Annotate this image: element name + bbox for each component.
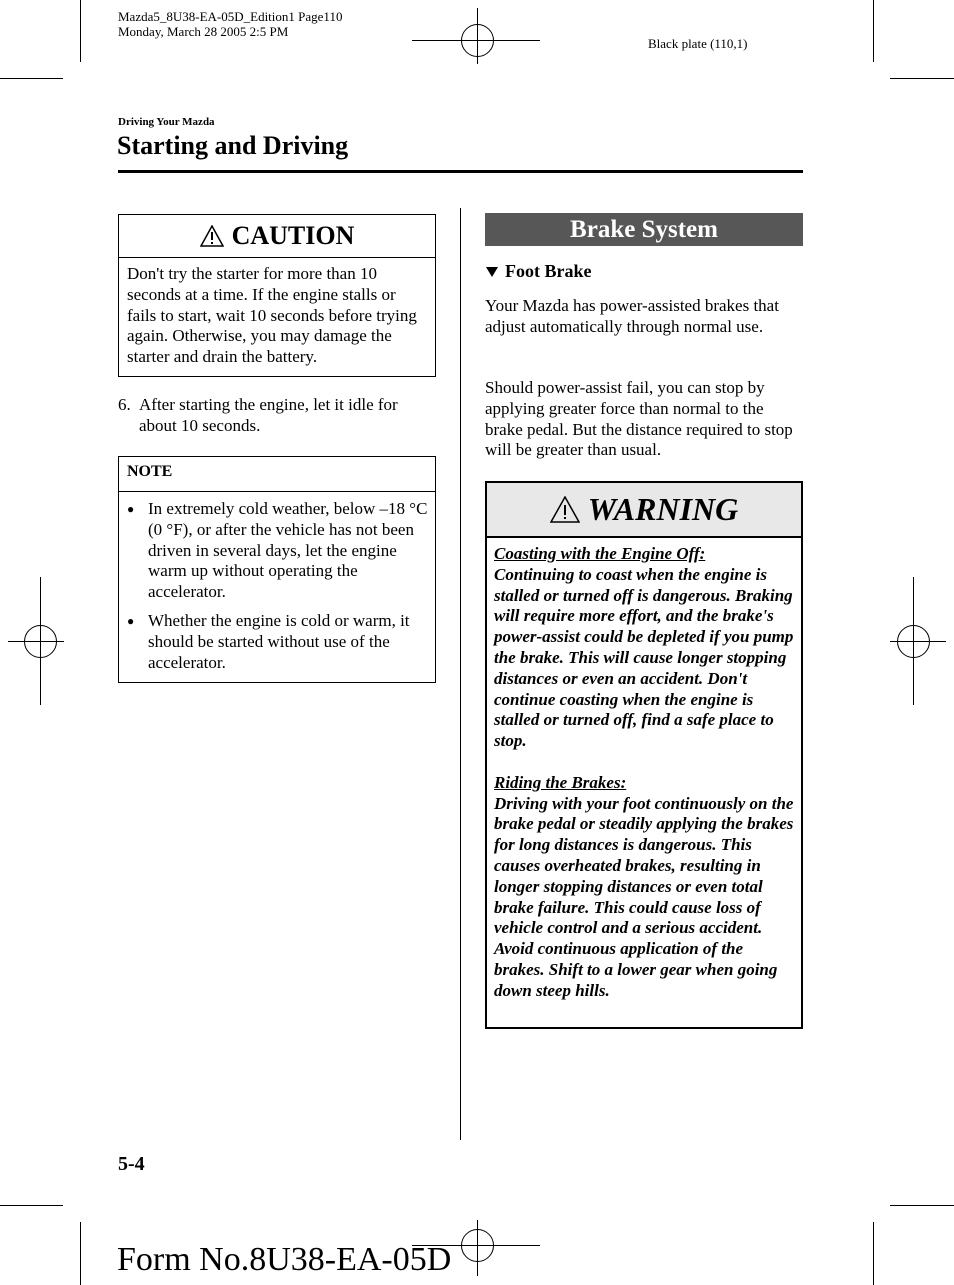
warning-section-text: Continuing to coast when the engine is stalled or turned off is dangerous. Braking will require more effort, and the brake's power-assist could be depleted if you pump the brake. This will cause longer stopping distances or even an accident. Don't continue coasting when the engine is stalled or turned off, find a safe place to stop. [494,564,794,751]
down-triangle-icon [485,266,499,278]
brake-system-banner: Brake System [485,213,803,246]
section-label: Driving Your Mazda [118,116,215,128]
warning-title-bar [487,483,801,538]
brake-paragraph-1: Your Mazda has power-assisted brakes that adjust automatically through normal use. [485,296,779,336]
crop-mark [80,1222,81,1285]
crop-mark [890,1205,954,1206]
warning-section-heading: Coasting with the Engine Off: [494,544,706,563]
note-item [119,499,429,603]
crop-mark [0,78,63,79]
warning-body [487,538,801,1002]
header-rule [118,170,803,173]
step-text: After starting the engine, let it idle for about 10 seconds. [139,395,398,435]
step-6 [118,395,436,437]
foot-brake-heading [485,261,591,282]
print-meta-line1: Mazda5_8U38-EA-05D_Edition1 Page110 [118,9,343,24]
crop-mark [890,78,954,79]
warning-title: WARNING [587,491,739,527]
note-box [118,456,436,683]
black-plate-label: Black plate (110,1) [648,36,748,51]
caution-triangle-icon [200,225,224,247]
step-number: 6. [118,395,131,414]
caution-title: CAUTION [231,221,355,250]
warning-section-text: Driving with your foot continuously on the brake pedal or steadily applying the brakes for long distances is dangerous. This causes overheated brakes, resulting in longer stopping distances or even total brake failure. This could cause loss of vehicle control and a serious accident. Avoid continuous application of the brakes. Shift to a lower gear when going down steep hills. [494,793,794,1000]
registration-circle [461,1229,494,1262]
note-item-text: In extremely cold weather, below –18 °C (0 °F), or after the vehicle has not been driven in several days, let the engine warm up without operating the accelerator. [148,499,428,602]
crop-mark [873,0,874,62]
crop-mark [80,0,81,62]
note-item [119,611,429,673]
registration-circle [461,24,494,57]
note-list [119,492,435,673]
registration-circle [24,625,57,658]
crop-mark [873,1222,874,1285]
print-meta-line2: Monday, March 28 2005 2:5 PM [118,24,289,39]
bullet-icon: ● [127,502,135,516]
note-item-text: Whether the engine is cold or warm, it should be started without use of the accelerator. [148,610,410,672]
caution-title-bar [119,215,435,258]
page-number: 5-4 [118,1153,145,1175]
print-meta [118,9,342,39]
foot-brake-heading-text: Foot Brake [505,261,592,281]
page-title: Starting and Driving [117,131,349,160]
bullet-icon: ● [127,613,135,628]
crop-mark [0,1205,63,1206]
caution-box [118,214,436,377]
warning-box [485,481,803,1029]
column-divider [460,208,461,1140]
form-number: Form No.8U38-EA-05D [117,1241,452,1278]
registration-circle [897,625,930,658]
caution-text: Don't try the starter for more than 10 seconds at a time. If the engine stalls or fails to start, wait 10 seconds before trying again. Otherwise, you may damage the starter and drain the battery. [127,264,417,367]
warning-section-heading: Riding the Brakes: [494,772,627,792]
note-title: NOTE [119,457,435,492]
brake-paragraph-2: Should power-assist fail, you can stop by applying greater force than normal to the brake pedal. But the distance required to stop will be greater than usual. [485,378,793,460]
warning-triangle-icon [550,496,580,523]
